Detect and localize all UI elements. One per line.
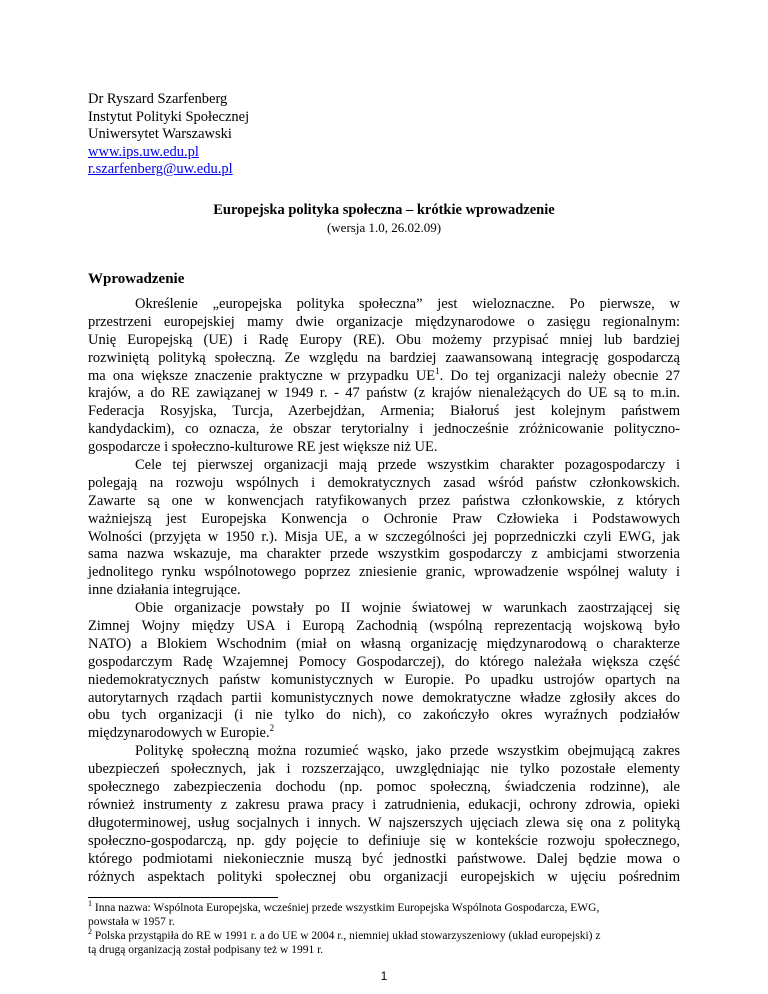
section-heading: Wprowadzenie — [88, 271, 185, 287]
body-line: Federacja Rosyjska, Turcja, Azerbejdżan, Armenia; Białoruś jest kolejnym państwem — [88, 403, 680, 420]
author-institute: Instytut Polityki Społecznej — [88, 108, 250, 125]
footnote-separator — [88, 897, 278, 898]
body-line: krajów, a do RE zawiązanej w 1949 r. - 47 państw (z krajów nienależących do UE są to m.in. — [88, 385, 680, 402]
body-line: Politykę społeczną można rozumieć wąsko, jako przede wszystkim obejmującą zakres — [135, 743, 680, 760]
footnote-text: Inna nazwa: Wspólnota Europejska, wcześniej przede wszystkim Europejska Wspólnota Gospodarcza, EWG, — [94, 902, 600, 914]
document-title: Europejska polityka społeczna – krótkie wprowadzenie — [213, 202, 555, 218]
body-line: gospodarcze i społeczno-kulturowe RE jest większe niż UE. — [88, 439, 438, 456]
body-line: inne działania integrujące. — [88, 582, 241, 599]
footnote-ref[interactable]: 1 — [435, 365, 440, 376]
body-line: Wolności (przyjęta w 1950 r.). Misja UE, a w szczególności jej poprzedniczki czyli EWG, jak — [88, 528, 680, 545]
footnote-1 — [88, 901, 680, 915]
body-line: jednolitego rynku wspólnotowego poprzez zniesienie granic, wprowadzenie wspólnej waluty i — [88, 564, 680, 581]
body-line: sama nazwa wskazuje, ma charakter przede wszystkim gospodarczy z ambicjami stworzenia — [88, 546, 680, 563]
body-line: Obie organizacje powstały po II wojnie światowej w warunkach zaostrzającej się — [135, 600, 680, 617]
page-number: 1 — [380, 969, 388, 983]
body-line: rozwiniętą polityką społeczną. Ze względu na bardziej zaawansowaną integrację gospodarczą — [88, 349, 680, 366]
body-line: NATO) a Blokiem Wschodnim (miał on własną organizację międzynarodową o charakterze — [88, 635, 680, 652]
body-line: Zimnej Wojny między USA i Europą Zachodnią (wspólną reprezentacją wojskową było — [88, 618, 680, 635]
body-line: ważniejszą jest Europejska Konwencja o Ochronie Praw Człowieka i Podstawowych — [88, 510, 680, 527]
author-block — [88, 91, 249, 179]
body-text — [88, 296, 680, 886]
footnote-ref[interactable]: 2 — [269, 723, 275, 734]
body-line: Zawarte są one w konwencjach ratyfikowanych przez państwa członkowskie, z których — [88, 492, 680, 509]
body-line: kandydackim), co oznacza, że obszar terytorialny i jednocześnie zróżnicowanie polityczno- — [88, 421, 680, 438]
footnote-1-continued: powstała w 1957 r. — [88, 916, 175, 928]
body-line: długoterminowej, usług socjalnych i innych. W najszerszych ujęciach zlewa się ona z polityką — [88, 814, 680, 831]
body-line-part: . Do tej organizacji należy obecnie 27 — [439, 367, 680, 384]
body-line-part: międzynarodowych w Europie. — [88, 725, 270, 742]
body-line: obu tych organizacji (i nie tylko do nich), co zakończyło okres wyraźnych podziałów — [88, 707, 680, 724]
author-name: Dr Ryszard Szarfenberg — [88, 91, 228, 107]
body-line — [88, 365, 680, 386]
footnote-text: Polska przystąpiła do RE w 1991 r. a do UE w 2004 r., niemniej układ stowarzyszeniowy (układ europejski) z — [94, 930, 601, 942]
body-line: gospodarczym Radę Wzajemnej Pomocy Gospodarczej), do którego należała większa część — [88, 653, 680, 670]
footnotes — [88, 901, 680, 957]
body-line: również instrumenty z zakresu prawa pracy i zatrudnienia, edukacji, ochrony zdrowia, opieki — [88, 796, 680, 813]
footnote-2-continued: tą drugą organizacją został podpisany też w 1991 r. — [88, 944, 324, 956]
body-line: Cele tej pierwszej organizacji mają przede wszystkim charakter pozagospodarczy i — [135, 457, 680, 474]
body-line — [88, 725, 680, 743]
body-line: różnych aspektach polityki społecznej obu organizacji europejskich w ujęciu pośrednim — [88, 868, 680, 885]
body-line: autorytarnych rządach partii komunistycznych nowe demokratyczne władze zgłosiły akces do — [88, 689, 680, 706]
body-line: niedemokratycznych państw komunistycznych w Europie. Po upadku ustrojów opartych na — [88, 671, 680, 688]
body-line: polegają na rozwoju wspólnych i demokratycznych zasad wśród państw członkowskich. — [88, 474, 680, 491]
body-line: społecznego zabezpieczenia dochodu (np. pomoc społeczną, świadczenia rodzinne), ale — [88, 779, 680, 796]
body-line: społeczno-gospodarczą, np. gdy pojęcie to definiuje się w kontekście rozwoju społecznego, — [88, 832, 680, 849]
footnote-mark: 2 — [88, 927, 92, 937]
body-line: przestrzeni europejskiej mamy dwie organizacje międzynarodowe o zasięgu regionalnym: — [88, 313, 680, 330]
footnote-mark: 1 — [88, 899, 92, 909]
website-link[interactable]: www.ips.uw.edu.pl — [88, 143, 199, 160]
body-line: Unię Europejską (UE) i Radę Europy (RE). Obu możemy przypisać mniej lub bardziej — [88, 331, 680, 348]
body-line: ubezpieczeń społecznych, jak i rozszerzająco, uwzględniając nie tylko pozostałe elementy — [88, 761, 680, 778]
author-university: Uniwersytet Warszawski — [88, 126, 232, 143]
footnote-2 — [88, 929, 680, 943]
body-line: Określenie „europejska polityka społeczna” jest wieloznaczne. Po pierwsze, w — [135, 296, 680, 312]
email-link[interactable]: r.szarfenberg@uw.edu.pl — [88, 161, 233, 178]
body-line: którego podmiotami niekoniecznie muszą być jednostki państwowe. Dalej będzie mowa o — [88, 850, 680, 867]
document-version: (wersja 1.0, 26.02.09) — [326, 220, 442, 235]
body-line-part: ma ona większe znaczenie praktyczne w przypadku UE — [88, 367, 436, 384]
